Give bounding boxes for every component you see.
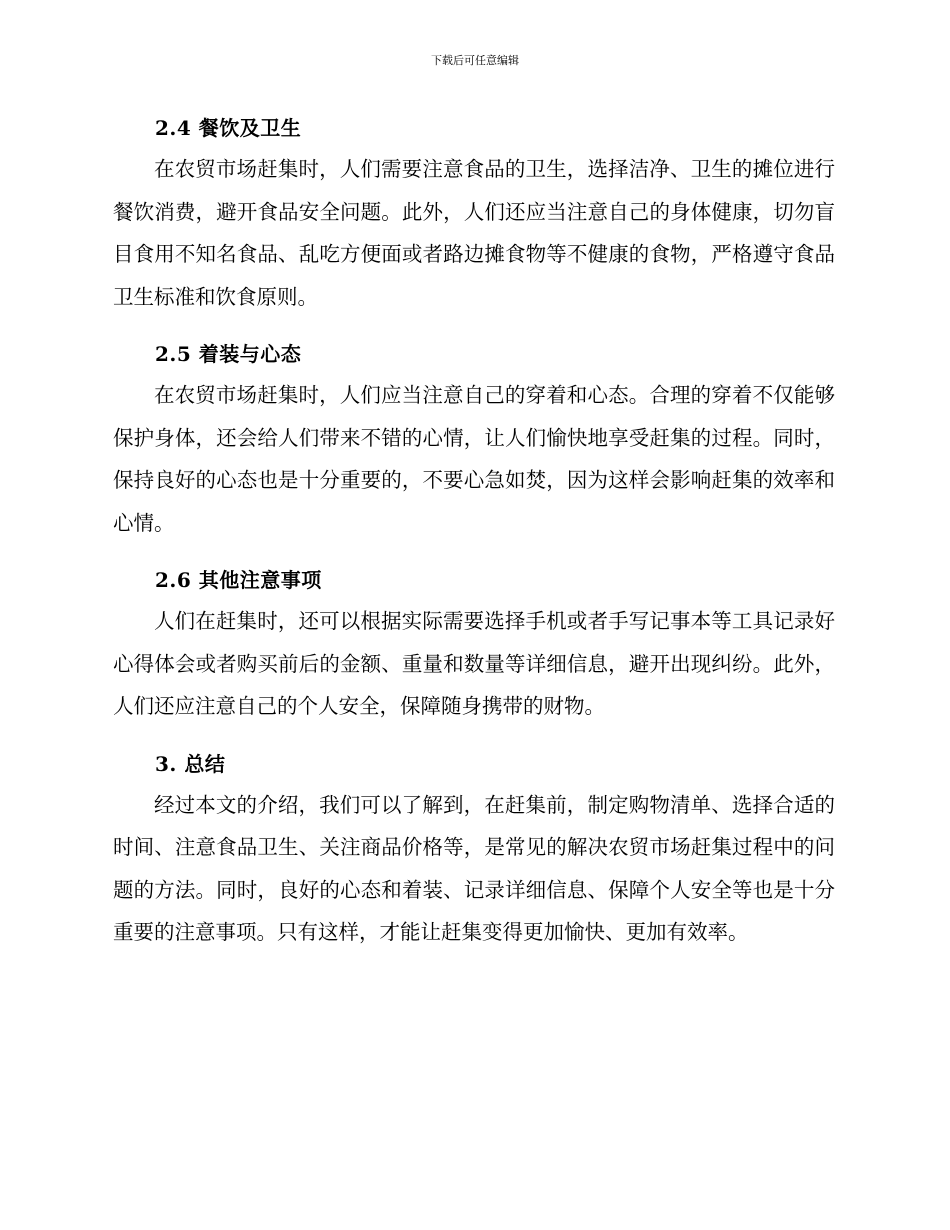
section-paragraph: 在农贸市场赶集时，人们需要注意食品的卫生，选择洁净、卫生的摊位进行餐饮消费，避开食品安全问题。此外，人们还应当注意自己的身体健康，切勿盲目食用不知名食品、乱吃方便面或者路边摊食物等不健康的食物，严格遵守食品卫生标准和饮食原则。 [113, 157, 835, 309]
section-paragraph: 人们在赶集时，还可以根据实际需要选择手机或者手写记事本等工具记录好心得体会或者购买前后的金额、重量和数量等详细信息，避开出现纠纷。此外，人们还应注意自己的个人安全，保障随身携带的财物。 [113, 609, 835, 718]
section-2-4 [113, 108, 835, 318]
section-3 [113, 744, 835, 954]
page-header: 下载后可任意编辑 [431, 54, 519, 67]
section-2-5 [113, 334, 835, 544]
document-body [113, 108, 835, 970]
section-heading: 3. 总结 [155, 751, 226, 776]
section-heading: 2.5 着装与心态 [155, 342, 302, 366]
section-paragraph: 经过本文的介绍，我们可以了解到，在赶集前，制定购物清单、选择合适的时间、注意食品卫生、关注商品价格等，是常见的解决农贸市场赶集过程中的问题的方法。同时，良好的心态和着装、记录详细信息、保障个人安全等也是十分重要的注意事项。只有这样，才能让赶集变得更加愉快、更加有效率。 [113, 792, 835, 944]
section-2-6 [113, 560, 835, 728]
section-heading: 2.4 餐饮及卫生 [155, 116, 302, 140]
section-paragraph: 在农贸市场赶集时，人们应当注意自己的穿着和心态。合理的穿着不仅能够保护身体，还会给人们带来不错的心情，让人们愉快地享受赶集的过程。同时，保持良好的心态也是十分重要的，不要心急如焚，因为这样会影响赶集的效率和心情。 [113, 383, 835, 535]
section-heading: 2.6 其他注意事项 [155, 568, 322, 592]
